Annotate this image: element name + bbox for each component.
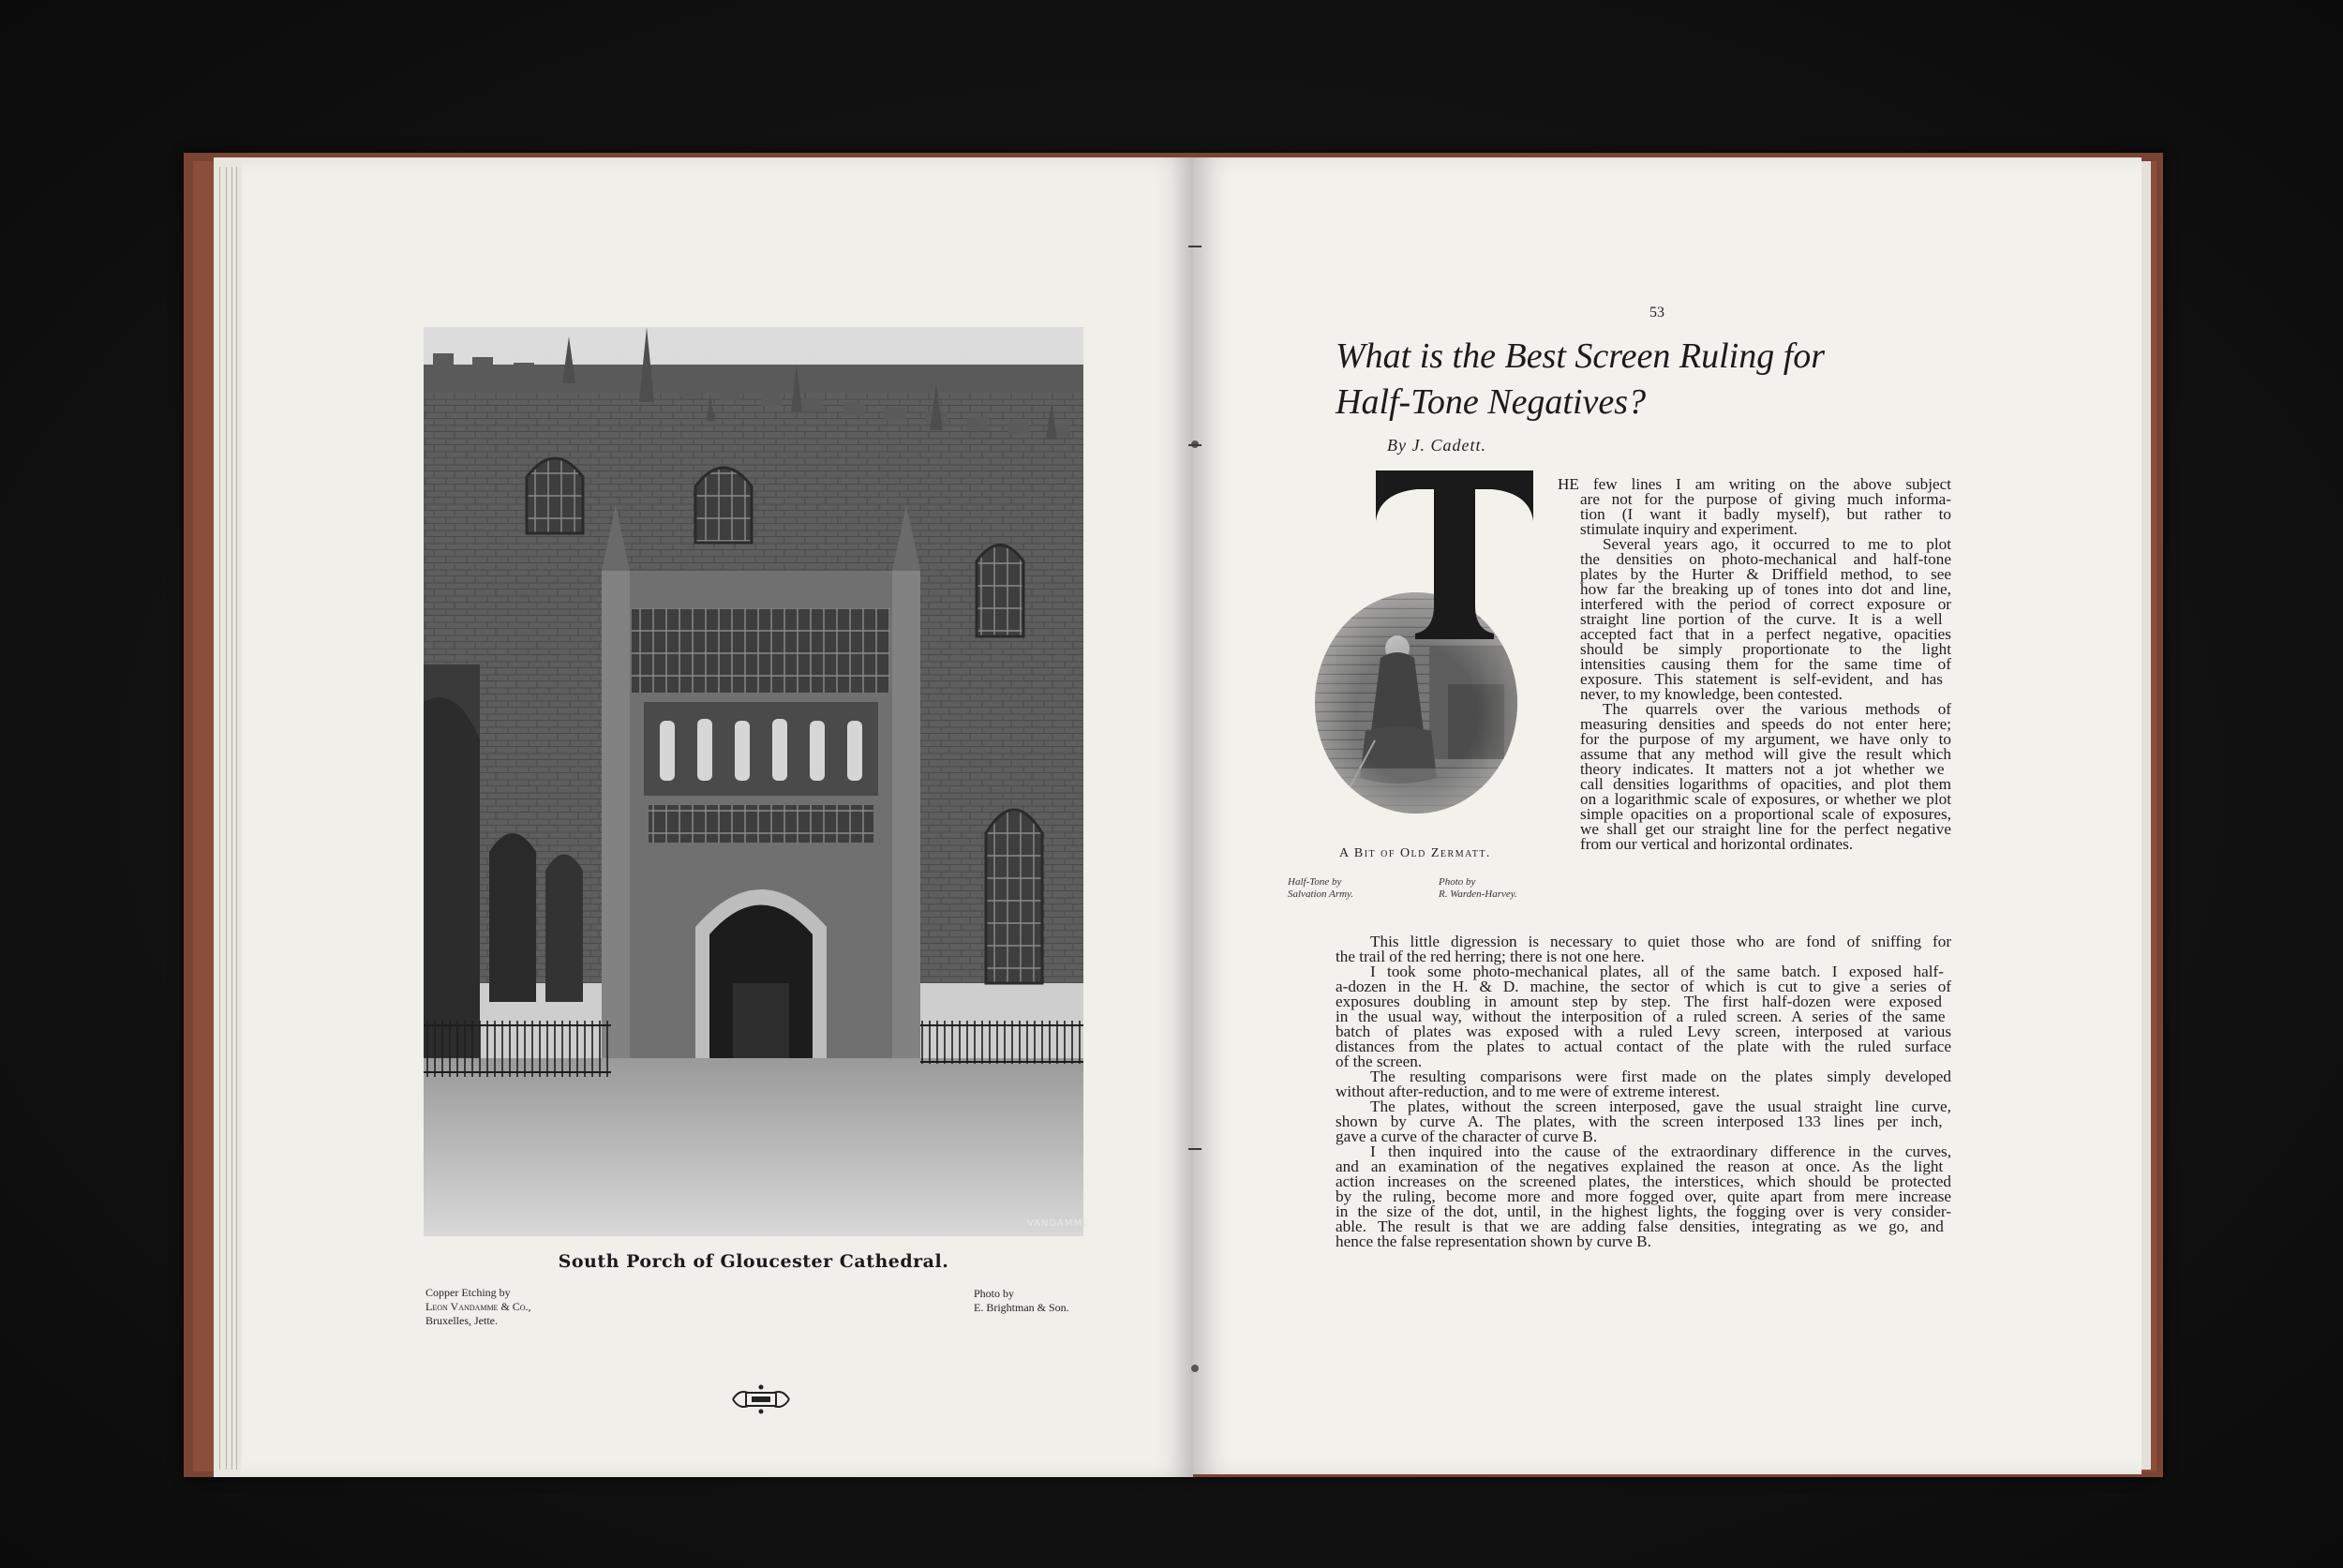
body-line: theory indicates. It matters not a jot whether we bbox=[1580, 760, 1945, 778]
body-line: The resulting comparisons were first made on the plates simply developed bbox=[1370, 1068, 1952, 1085]
body-line: straight line portion of the curve. It is a well bbox=[1580, 610, 1943, 628]
body-line: the densities on photo-mechanical and half-tone bbox=[1580, 550, 1951, 568]
photo-signature: VANDAMME bbox=[1027, 1218, 1090, 1229]
body-line: stimulate inquiry and experiment. bbox=[1580, 520, 1798, 538]
body-line: without after-reduction, and to me were of extreme interest. bbox=[1336, 1083, 1721, 1100]
body-line: of the screen. bbox=[1336, 1053, 1423, 1070]
body-line: on a logarithmic scale of exposures, or whether we plot bbox=[1580, 790, 1951, 808]
title-line: What is the Best Screen Ruling for bbox=[1336, 336, 1826, 376]
body-line: hence the false representation shown by curve B. bbox=[1336, 1232, 1651, 1250]
binding-stitch bbox=[1191, 1365, 1199, 1372]
body-line: I took some photo-mechanical plates, all of the same batch. I exposed half- bbox=[1370, 963, 1944, 980]
photo-credit: Photo by E. Brightman & Son. bbox=[974, 1287, 1069, 1314]
body-line: This little digression is necessary to quiet those who are fond of sniffing for bbox=[1370, 933, 1952, 950]
body-line: exposure. This statement is self-evident, and has bbox=[1580, 670, 1943, 688]
body-line: call densities logarithms of opacities, and plot them bbox=[1580, 775, 1951, 793]
body-line: intensities causing them for the same time of bbox=[1580, 655, 1951, 673]
cathedral-photo bbox=[424, 327, 1083, 1236]
body-line: plates by the Hurter & Driffield method, to see bbox=[1580, 565, 1952, 583]
body-line: for the purpose of my argument, we have only to bbox=[1580, 730, 1952, 748]
etching-credit: Copper Etching by Leon Vandamme & Co., Bruxelles, Jette. bbox=[425, 1286, 531, 1327]
body-line: never, to my knowledge, been contested. bbox=[1580, 685, 1843, 703]
body-line: Several years ago, it occurred to me to plot bbox=[1603, 535, 1951, 553]
body-line: shown by curve A. The plates, with the screen interposed 133 lines per inch, bbox=[1336, 1113, 1943, 1130]
page-number: 53 bbox=[1649, 305, 1664, 321]
body-line: interfered with the period of correct exposure or bbox=[1580, 595, 1952, 613]
binding-stitch bbox=[1188, 444, 1201, 446]
body-line: distances from the plates to actual contact of the plate with the ruled surface bbox=[1336, 1038, 1952, 1055]
title-line: Half-Tone Negatives? bbox=[1336, 382, 1647, 422]
binding-stitch bbox=[1188, 246, 1201, 247]
body-line: exposures doubling in amount step by step. The first half-dozen were exposed bbox=[1336, 993, 1942, 1010]
body-line: we shall get our straight line for the perfect negative bbox=[1580, 820, 1951, 838]
body-line: action increases on the screened plates, the interstices, which should be protected bbox=[1336, 1172, 1952, 1190]
body-line: measuring densities and speeds do not enter here; bbox=[1580, 715, 1952, 733]
body-line: from our vertical and horizontal ordinates. bbox=[1580, 835, 1854, 853]
body-line: simple opacities on a proportional scale of exposures, bbox=[1580, 805, 1951, 823]
body-line: the trail of the red herring; there is not one here. bbox=[1336, 948, 1645, 965]
plate-caption: South Porch of Gloucester Cathedral. bbox=[558, 1251, 949, 1272]
body-line: The plates, without the screen interposed, gave the usual straight line curve, bbox=[1370, 1098, 1951, 1115]
body-line: are not for the purpose of giving much informa- bbox=[1580, 490, 1951, 508]
body-line: assume that any method will give the result which bbox=[1580, 745, 1951, 763]
body-line: tion (I want it badly myself), but rather to bbox=[1580, 505, 1951, 523]
body-line: a-dozen in the H. & D. machine, the sector of which is cut to give a series of bbox=[1336, 978, 1952, 995]
page-edge bbox=[2142, 161, 2151, 1470]
body-line: and an examination of the negatives explained the reason at once. As the light bbox=[1336, 1157, 1944, 1175]
body-line: I then inquired into the cause of the extraordinary difference in the curves, bbox=[1370, 1142, 1952, 1160]
body-line: how far the breaking up of tones into dot and line, bbox=[1580, 580, 1951, 598]
binding-stitch bbox=[1188, 1148, 1201, 1150]
body-line: should be simply proportionate to the light bbox=[1580, 640, 1952, 658]
body-line: accepted fact that in a perfect negative, opacities bbox=[1580, 625, 1951, 643]
body-line: able. The result is that we are adding false densities, integrating as we go, and bbox=[1336, 1217, 1944, 1235]
body-line: gave a curve of the character of curve B. bbox=[1336, 1127, 1598, 1145]
vignette-photo-credit: Photo by R. Warden-Harvey. bbox=[1439, 876, 1517, 900]
drop-cap bbox=[1370, 465, 1539, 643]
body-line: by the ruling, become more and more fogged over, quite apart from mere increase bbox=[1336, 1187, 1952, 1205]
body-line: in the size of the dot, until, in the highest lights, the fogging over is very consider- bbox=[1336, 1202, 1951, 1220]
printer-ornament bbox=[727, 1383, 795, 1415]
body-line: in the usual way, without the interposition of a ruled screen. A series of the same bbox=[1336, 1008, 1946, 1025]
body-line: batch of plates was exposed with a ruled Levy screen, interposed at various bbox=[1336, 1023, 1952, 1040]
body-line: HE few lines I am writing on the above subject bbox=[1558, 475, 1952, 493]
body-line: The quarrels over the various methods of bbox=[1603, 700, 1952, 718]
halftone-credit: Half-Tone by Salvation Army. bbox=[1288, 876, 1354, 900]
article-title bbox=[1336, 334, 1935, 426]
byline: By J. Cadett. bbox=[1387, 436, 1486, 455]
vignette-caption: A Bit of Old Zermatt. bbox=[1339, 846, 1491, 860]
